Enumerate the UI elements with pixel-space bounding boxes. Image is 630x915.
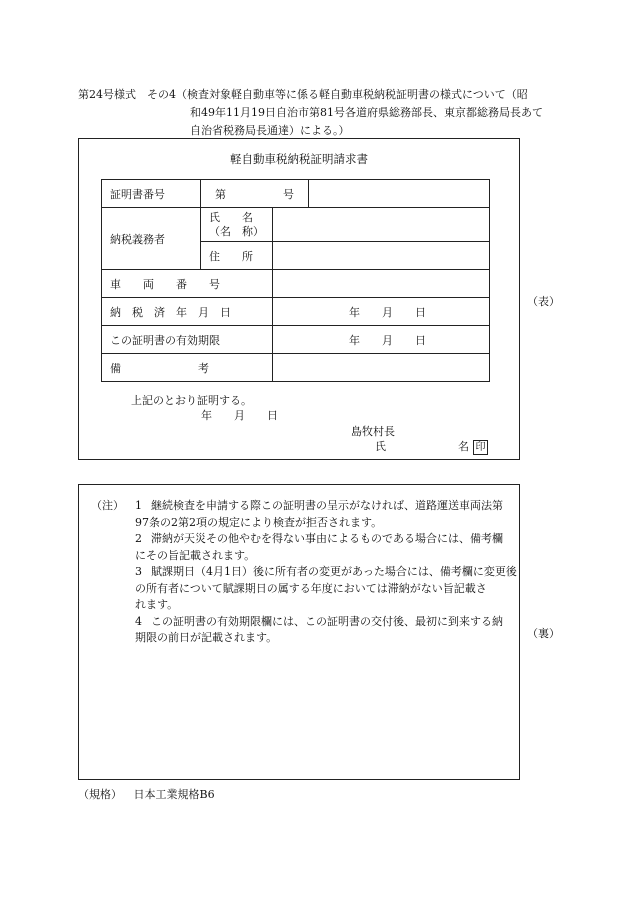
remarks-label: 備 考 xyxy=(102,354,273,382)
vehicle-no-label: 車 両 番 号 xyxy=(102,270,273,298)
name-value xyxy=(273,208,490,242)
name-label: 氏 名 （名 称） xyxy=(201,208,273,242)
validity-value: 年 月 日 xyxy=(273,326,490,354)
note-item: 2 滞納が天災その他やむを得ない事由によるものである場合には、備考欄 にその旨記載されます。 xyxy=(135,532,503,562)
table-row xyxy=(102,208,490,242)
front-side-label: （表） xyxy=(527,295,560,308)
form-header-line-3: 自治省税務局長通達）による。） xyxy=(190,124,350,137)
table-row xyxy=(102,298,490,326)
certificate-table xyxy=(101,179,490,382)
taxpayer-label: 納税義務者 xyxy=(102,208,201,270)
spec-value: 日本工業規格B6 xyxy=(133,788,215,801)
name-mei: 名 印 xyxy=(458,438,488,455)
issue-date: 年 月 日 xyxy=(201,409,278,422)
seal-stamp: 印 xyxy=(473,440,488,455)
vehicle-no-value xyxy=(273,270,490,298)
note-label: （注） xyxy=(91,499,124,512)
cert-no-field: 第 号 xyxy=(201,180,309,208)
back-side-box xyxy=(78,484,520,780)
note-item: 3 賦課期日（4月1日）後に所有者の変更があった場合には、備考欄に変更後 の所有者について賦課期日の属する年度においては滞納がない旨記載さ れます。 xyxy=(135,565,517,611)
paid-date-label: 納 税 済 年 月 日 xyxy=(102,298,273,326)
table-row xyxy=(102,326,490,354)
remarks-value xyxy=(273,354,490,382)
cert-no-value xyxy=(308,180,489,208)
cert-no-label: 証明書番号 xyxy=(102,180,201,208)
name-shi: 氏 xyxy=(375,440,386,453)
note-item: 1 継続検査を申請する際この証明書の呈示がなければ、道路運送車両法第 97条の2第2項の規定により検査が拒否されます。 xyxy=(135,499,503,529)
table-row xyxy=(102,180,490,208)
form-header-line-2: 和49年11月19日自治市第81号各道府県総務部長、東京都総務局長あて xyxy=(190,106,543,119)
back-side-label: （裏） xyxy=(527,627,560,640)
spec-label: （規格） xyxy=(78,788,122,801)
certify-text: 上記のとおり証明する。 xyxy=(131,394,252,407)
address-label: 住 所 xyxy=(201,242,273,270)
spec-footer xyxy=(78,786,215,802)
front-side-box xyxy=(78,138,520,460)
table-row xyxy=(102,354,490,382)
address-value xyxy=(273,242,490,270)
note-item: 4 この証明書の有効期限欄には、この証明書の交付後、最初に到来する納 期限の前日が記載されます。 xyxy=(135,614,503,644)
table-row xyxy=(102,270,490,298)
form-title: 軽自動車税納税証明請求書 xyxy=(230,152,368,166)
form-header-line-1: 第24号様式 その4（検査対象軽自動車等に係る軽自動車税納税証明書の様式について（昭 xyxy=(78,88,528,101)
paid-date-value: 年 月 日 xyxy=(273,298,490,326)
mayor-title: 島牧村長 xyxy=(351,425,395,438)
validity-label: この証明書の有効期限 xyxy=(102,326,273,354)
notes-section xyxy=(91,498,517,647)
